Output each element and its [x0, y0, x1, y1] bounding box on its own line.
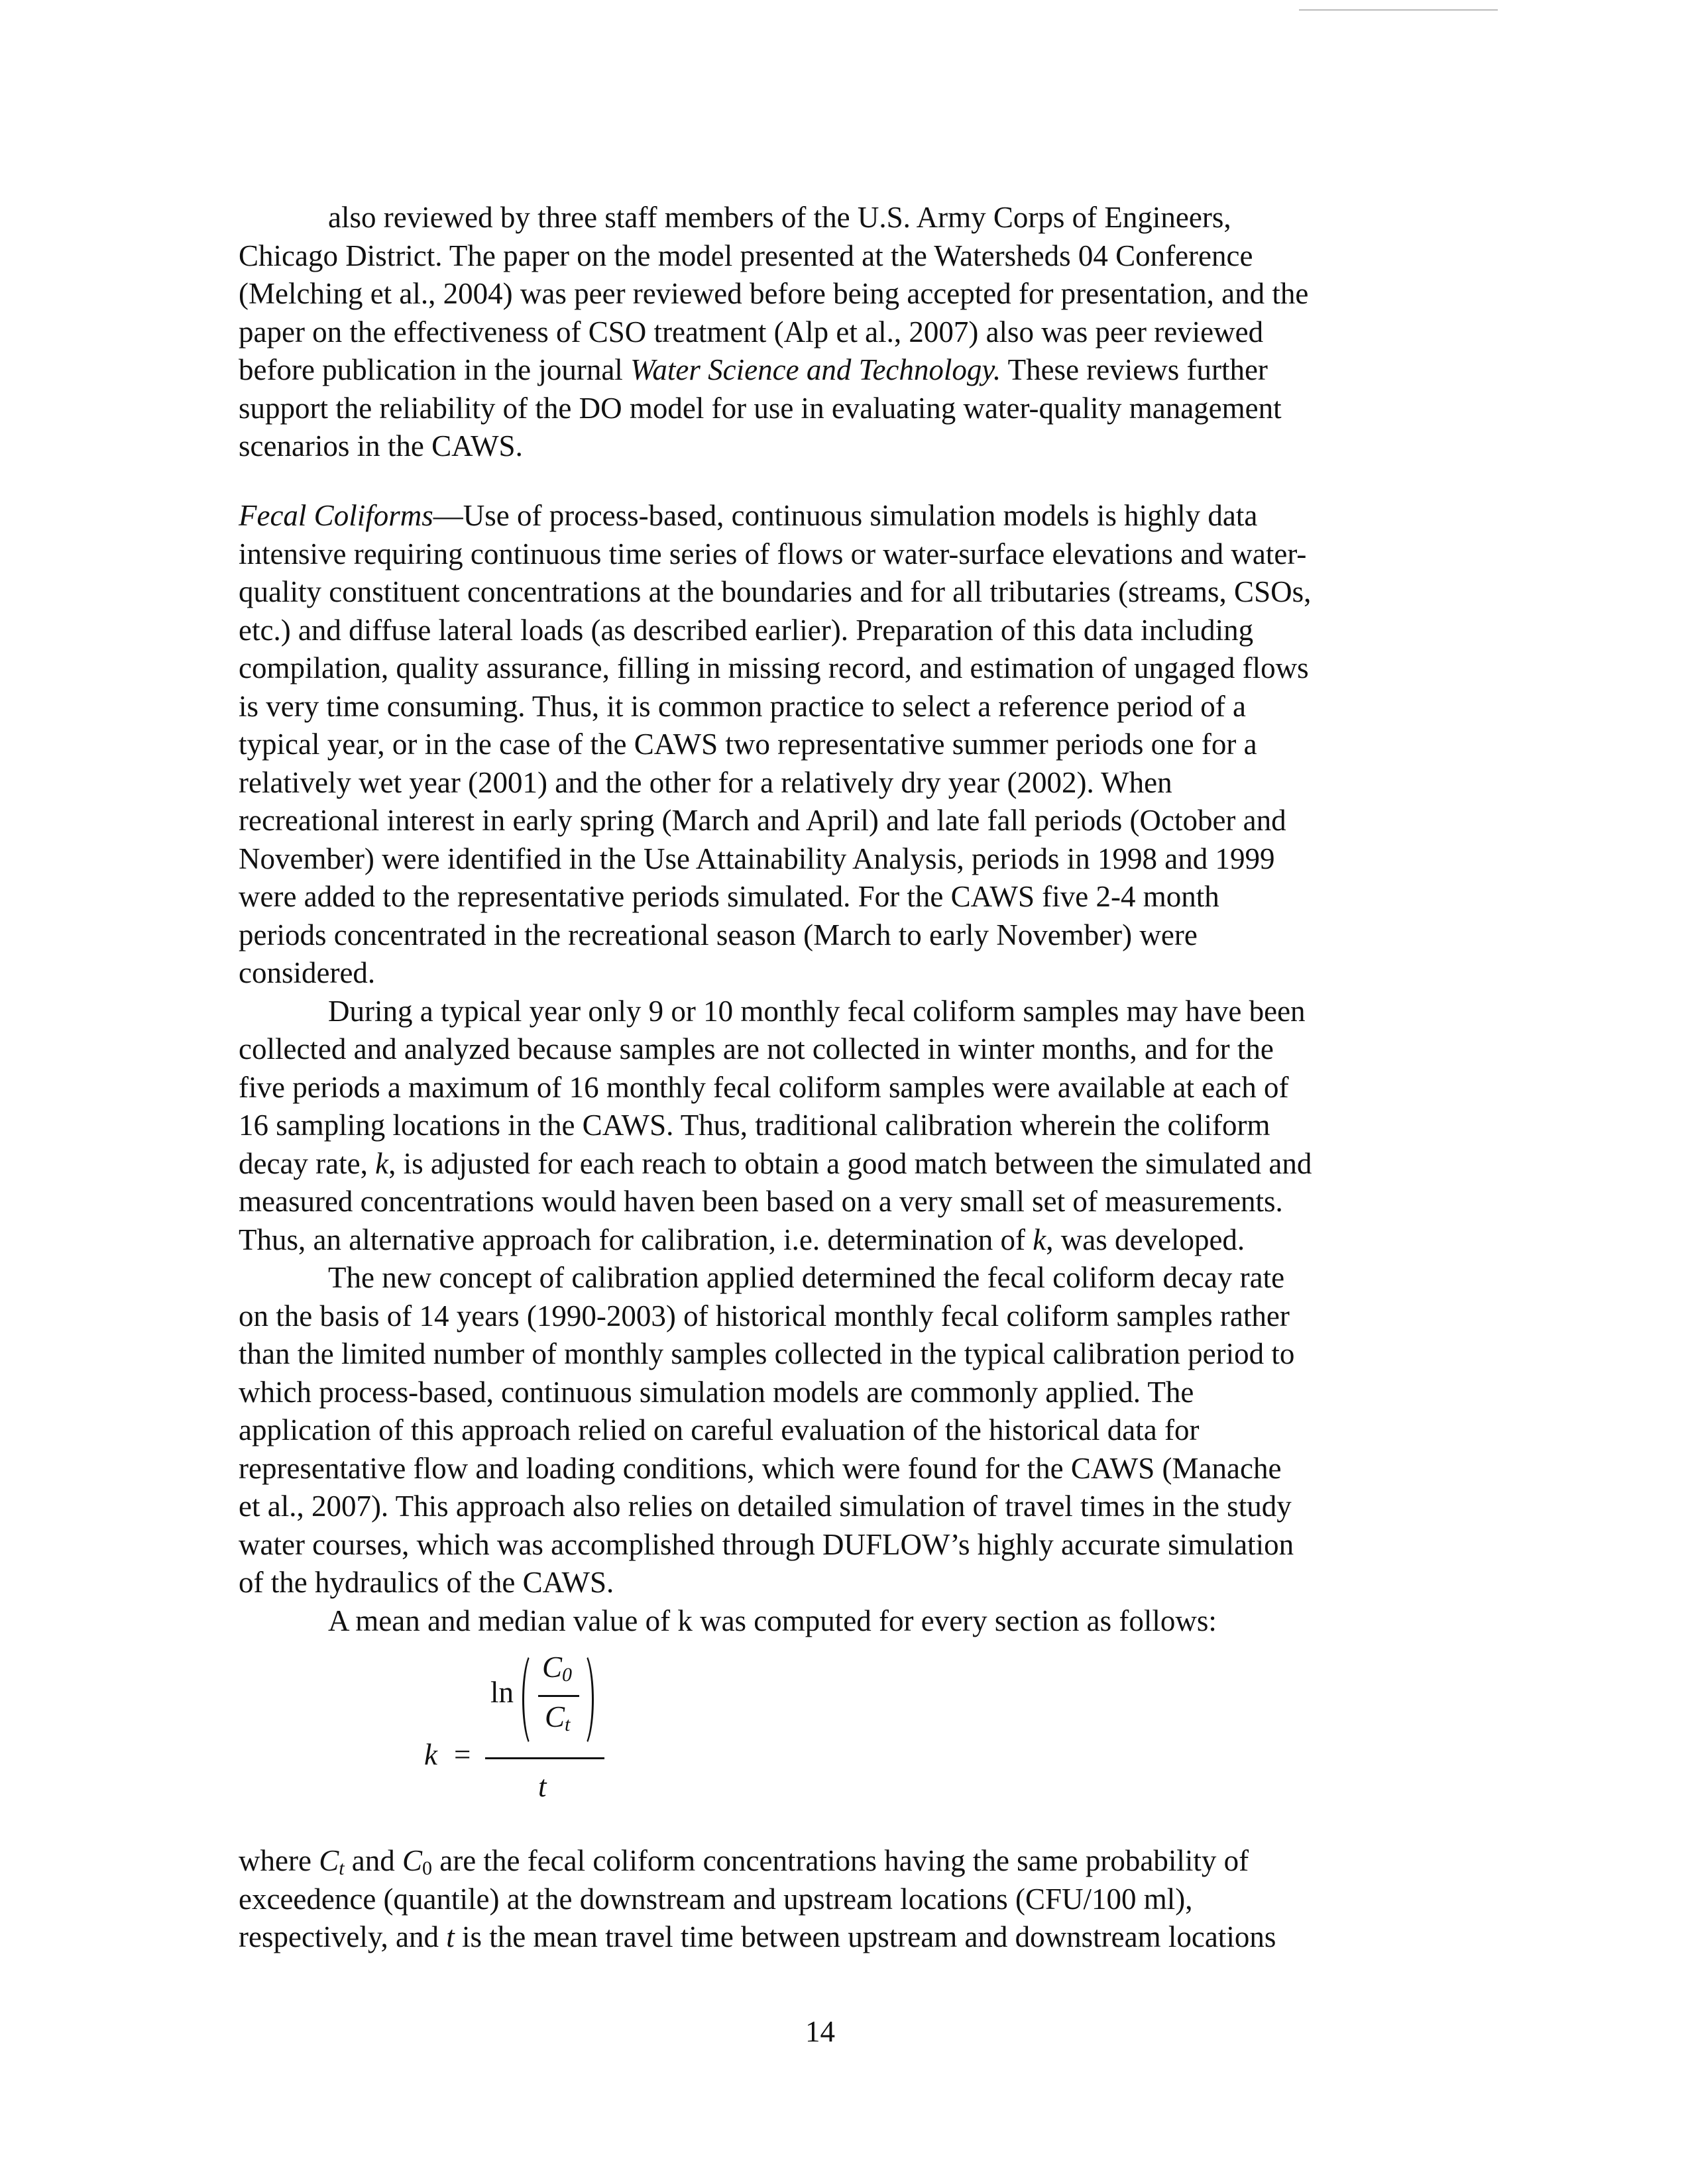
text-line: During a typical year only 9 or 10 monthly fecal coliform samples may have been	[328, 994, 1306, 1028]
symbol-c: C	[545, 1700, 565, 1733]
text-span: —Use of process-based, continuous simulation models is highly data	[433, 499, 1258, 532]
right-paren	[571, 1651, 594, 1748]
text-line: intensive requiring continuous time series of flows or water-surface elevations and water-	[239, 537, 1307, 571]
text-line: on the basis of 14 years (1990-2003) of historical monthly fecal coliform samples rather	[239, 1299, 1290, 1333]
text-line: paper on the effectiveness of CSO treatment (Alp et al., 2007) also was peer reviewed	[239, 315, 1264, 349]
subscript: t	[339, 1857, 345, 1879]
subscript: t	[565, 1714, 571, 1735]
section-heading-inline: Fecal Coliforms	[239, 499, 433, 532]
text-line: The new concept of calibration applied determined the fecal coliform decay rate	[328, 1261, 1285, 1294]
equation-denominator	[545, 1700, 570, 1736]
text-span: , was developed.	[1046, 1223, 1245, 1256]
equation-ln: ln	[490, 1676, 514, 1709]
text-line: which process-based, continuous simulation models are commonly applied. The	[239, 1375, 1194, 1409]
equation-equals: =	[454, 1738, 471, 1771]
variable-k: k	[1033, 1223, 1046, 1256]
text-line: quality constituent concentrations at the boundaries and for all tributaries (streams, CSOs,	[239, 575, 1312, 608]
text-line: considered.	[239, 956, 376, 989]
text-line: recreational interest in early spring (March and April) and late fall periods (October and	[239, 804, 1286, 837]
text-line: support the reliability of the DO model for use in evaluating water-quality management	[239, 391, 1282, 425]
text-line: application of this approach relied on careful evaluation of the historical data for	[239, 1413, 1200, 1447]
text-span: and	[344, 1844, 403, 1877]
text-line: et al., 2007). This approach also relies on detailed simulation of travel times in the study	[239, 1490, 1292, 1523]
text-span: , is adjusted for each reach to obtain a good match between the simulated and	[388, 1146, 1312, 1180]
text-line	[239, 497, 1451, 535]
symbol-c: C	[542, 1651, 563, 1684]
paragraph-fecal-coliforms	[239, 497, 1451, 1640]
text-line: water courses, which was accomplished through DUFLOW’s highly accurate simulation	[239, 1527, 1294, 1561]
text-line	[239, 351, 1451, 390]
equation-time: t	[538, 1770, 547, 1803]
text-line: November) were identified in the Use Attainability Analysis, periods in 1998 and 1999	[239, 842, 1275, 875]
variable-k: k	[375, 1146, 389, 1180]
text-line: A mean and median value of k was computed for every section as follows:	[328, 1604, 1217, 1637]
fraction-bar-main	[485, 1757, 604, 1759]
text-line: 16 sampling locations in the CAWS. Thus, traditional calibration wherein the coliform	[239, 1109, 1270, 1142]
left-paren	[522, 1651, 545, 1748]
text-span: are the fecal coliform concentrations having the same probability of	[432, 1844, 1249, 1877]
text-line: representative flow and loading conditions, which were found for the CAWS (Manache	[239, 1451, 1282, 1485]
text-line: than the limited number of monthly samples collected in the typical calibration period to	[239, 1337, 1295, 1370]
subscript: 0	[562, 1664, 573, 1686]
variable-t: t	[446, 1920, 455, 1953]
text-line	[239, 1842, 1451, 1881]
text-line: were added to the representative periods simulated. For the CAWS five 2-4 month	[239, 880, 1219, 913]
text-line: measured concentrations would haven been based on a very small set of measurements.	[239, 1185, 1283, 1218]
text-line: is very time consuming. Thus, it is common practice to select a reference period of a	[239, 689, 1246, 723]
text-line	[239, 1145, 1451, 1183]
text-span: These reviews further	[1001, 353, 1268, 386]
text-line	[239, 1221, 1451, 1260]
journal-title: Water Science and Technology.	[630, 353, 1001, 386]
text-line: relatively wet year (2001) and the other for a relatively dry year (2002). When	[239, 765, 1172, 799]
paragraph-where	[239, 1842, 1451, 1957]
text-line: scenarios in the CAWS.	[239, 429, 523, 463]
text-line: (Melching et al., 2004) was peer reviewed before being accepted for presentation, and the	[239, 277, 1309, 310]
text-line: collected and analyzed because samples are not collected in winter months, and for the	[239, 1032, 1274, 1065]
text-line: of the hydraulics of the CAWS.	[239, 1566, 614, 1599]
equation-lhs: k	[424, 1738, 437, 1771]
text-line	[239, 1918, 1451, 1957]
text-line: etc.) and diffuse lateral loads (as described earlier). Preparation of this data including	[239, 613, 1254, 647]
text-span: decay rate,	[239, 1146, 376, 1180]
text-line: compilation, quality assurance, filling in missing record, and estimation of ungaged flows	[239, 651, 1309, 684]
equation-numerator	[542, 1650, 572, 1686]
text-span: where	[239, 1844, 319, 1877]
text-line: also reviewed by three staff members of the U.S. Army Corps of Engineers,	[328, 201, 1231, 234]
subscript: 0	[422, 1857, 433, 1879]
text-line: periods concentrated in the recreational season (March to early November) were	[239, 918, 1198, 952]
fraction-bar-inner	[538, 1695, 579, 1697]
text-line: typical year, or in the case of the CAWS two representative summer periods one for a	[239, 728, 1257, 761]
page-number: 14	[805, 2015, 835, 2048]
text-span: Thus, an alternative approach for calibration, i.e. determination of	[239, 1223, 1033, 1256]
symbol-c: C	[402, 1844, 423, 1877]
text-span: is the mean travel time between upstream and downstream locations	[454, 1920, 1276, 1953]
symbol-c: C	[319, 1844, 339, 1877]
text-line: exceedence (quantile) at the downstream and upstream locations (CFU/100 ml),	[239, 1882, 1193, 1916]
scan-artifact	[1299, 9, 1498, 11]
text-span: before publication in the journal	[239, 353, 631, 386]
text-line: five periods a maximum of 16 monthly fecal coliform samples were available at each of	[239, 1070, 1289, 1104]
text-span: respectively, and	[239, 1920, 447, 1953]
text-line: Chicago District. The paper on the model presented at the Watersheds 04 Conference	[239, 239, 1253, 272]
paragraph-1	[239, 199, 1451, 466]
